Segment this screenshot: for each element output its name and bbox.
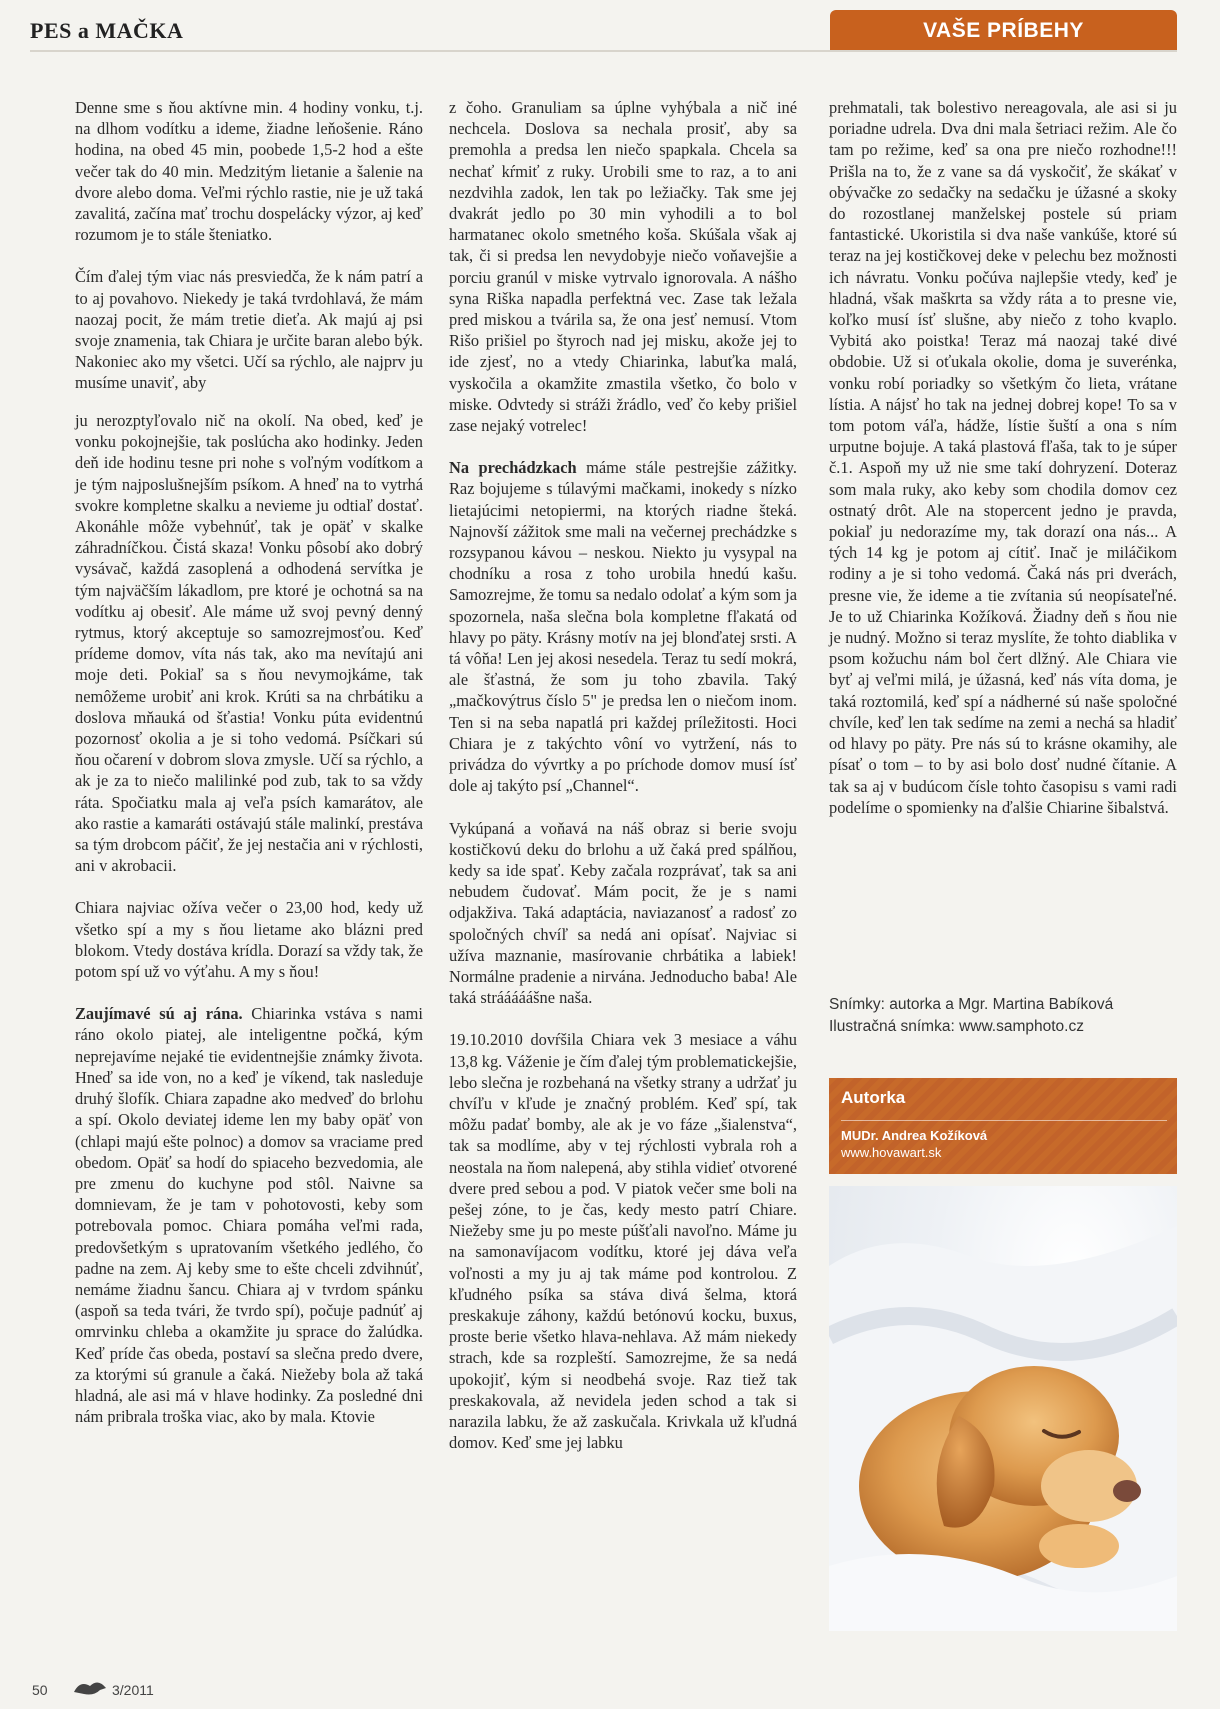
paragraph-lead: Zaujímavé sú aj rána. bbox=[75, 1004, 243, 1024]
text-column-1 bbox=[75, 97, 423, 1427]
issue-number: 3/2011 bbox=[112, 1682, 154, 1698]
author-box-divider bbox=[841, 1120, 1167, 1121]
sleeping-puppy-photo bbox=[829, 1186, 1177, 1631]
paragraph: ju nerozptyľovalo nič na okolí. Na obed, keď je vonku pokojnejšie, tak poslúcha ako hodinky. Jeden deň ide hodinu tesne pri nohe s voľným vodítkom a je tým najposlušnejším psíkom. A hneď na to vytrhá svokre kompletne skalku a nevieme ju odtiaľ dostať. Akonáhle môže vybehnúť, tak je opäť v skalke záhradníčkou. Čistá skaza! Vonku pôsobí ako dobrý vysávač, každá zasoplená a odhodená servítka je tým najväčším lákadlom, pre ktoré je ochotná sa na vodítku aj obesiť. Ale máme už svoj pevný denný rytmus, ktorý akceptuje so samozrejmosťou. Keď prídeme domov, víta nás tak, ako ma nevítajú ani moje deti. Pokiaľ sa s ňou nevymojkáme, tak nemôžeme urobiť ani krok. Krúti sa na chrbátiku a doslova mňauká od šťastia! Vonku púta evidentnú pozornosť okolia a je si toho vedomá. Psíčkari sú ňou očarení v dobrom slova zmysle. Učí sa rýchlo, a ak je za to niečo malilinké pod zub, tak to sa vždy ráta. Spočiatku mala aj veľa psích kamarátov, ale ako rastie a kamaráti ostávajú stále malinkí, prestáva sa tým drobcom páčiť, že jej nestačia ani v rýchlosti, ani v akrobacii. bbox=[75, 411, 423, 876]
text-column-3 bbox=[829, 97, 1177, 839]
paragraph bbox=[449, 457, 797, 796]
section-label: VAŠE PRÍBEHY bbox=[830, 10, 1177, 50]
credit-line: Snímky: autorka a Mgr. Martina Babíková bbox=[829, 996, 1114, 1013]
paragraph: z čoho. Granuliam sa úplne vyhýbala a nič iné nechcela. Doslova sa nechala prosiť, aby sa premohla a predsa len niečo spapkala. Chcela sa nechať kŕmiť z ruky. Urobili sme to raz, a to ani nezdvihla zadok, len tak po ležiačky. Tak sme jej dvakrát jedlo po 30 min vyhodili a to bol harmatanec okolo smetného koša. Skúšala však aj tak, či si predsa len nevydobyje niečo voňavejšie a porciu granúl v miske vytrvalo ignorovala. A nášho syna Riška napadla perfektná vec. Zase tak ležala pred miskou a tvárila sa, že ona jesť nemusí. Vtom Rišo prišiel po štyroch nad jej misku, akože jej to ide zjesť, no a vtedy Chiarinka, labuťka malá, vyskočila a okamžite zmastila všetko, čo bolo v miske. Odvtedy si stráži žrádlo, veď čo keby prišiel zase nejaký votrelec! bbox=[449, 98, 797, 436]
paragraph: Čím ďalej tým viac nás presviedča, že k nám patrí a to aj povahovo. Niekedy je taká tvrdohlavá, že mám naozaj pocit, že mám tretie dieťa. Ak majú aj psi svoje znamenia, tak Chiara je určite baran alebo býk. Nakoniec ako my všetci. Učí sa rýchlo, ale najprv ju musíme unaviť, aby bbox=[75, 267, 423, 393]
text-column-2 bbox=[449, 97, 797, 1474]
puppy-illustration bbox=[829, 1186, 1177, 1631]
page-footer bbox=[32, 1682, 154, 1698]
author-name: MUDr. Andrea Kožíková bbox=[841, 1128, 988, 1143]
magazine-logo-icon bbox=[72, 1676, 108, 1698]
page-number: 50 bbox=[32, 1682, 48, 1698]
credit-line: Ilustračná snímka: www.samphoto.cz bbox=[829, 1018, 1084, 1035]
photo-credits bbox=[829, 994, 1179, 1038]
paragraph-body: Chiarinka vstáva s nami ráno okolo piatej, ale inteligentne počká, kým neprejavíme nejaké tie evidentnejšie známky života. Hneď sa ide von, no a keď je víkend, tak nasleduje druhý šlofík. Chiara zapadne ako medveď do brlohu a spí. Okolo deviatej ideme len my baby opäť von (chlapi majú ešte polnoc) a domov sa vraciame pred obedom. Opäť sa hodí do spiaceho bezvedomia, ale pre zmenu do kuchyne pod stôl. Naivne sa domnievam, že je tam v pohotovosti, keby som potrebovala pomoc. Chiara pomáha veľmi rada, predovšetkým s upratovaním všetkého jedlého, čo padne na zem. Aj keby sme to ešte chceli zdvihnúť, nemáme žiadnu šancu. Chiara aj v tvrdom spánku (aspoň sa teda tvári, že tvrdo spí), počuje padnúť aj omrvinku chleba a okamžite ju sprace do žalúdka. Keď príde čas obeda, postaví sa slečna predo dvere, za ktorými sú granule a čaká. Niežeby bola až taká hladná, ale asi má v hlave hodinky. Za posledné dni nám pribrala troška viac, ako by mala. Ktovie bbox=[75, 1004, 423, 1427]
paragraph: prehmatali, tak bolestivo nereagovala, ale asi si ju poriadne udrela. Dva dni mala šetriaci režim. Ale čo tam po režime, keď sa ona pre niečo rozhodne!!! Prišla na to, že z vane sa dá vyskočiť, že skákať v obývačke zo sedačky na sedačku je úžasné a skoky do rozostlanej manželskej postele sú priam fantastické. Ukoristila si dva naše vankúše, ktoré sú teraz na jej kostičkovej deke v pelechu bez možnosti ich návratu. Vonku počúva najlepšie vtedy, keď je hladná, však maškrta sa vždy ráta a to presne vie, koľko musí ísť slušne, aby niečo z toho kvaplo. Vybitá ako poistka! Teraz má naozaj také divé obdobie. Už si oťukala okolie, doma je suverénka, vonku robí poriadky so všetkým čo lieta, vrátane lístia. A nájsť ho tak na jednej dobrej kope! To sa v tom potom váľa, hádže, lístie šuští a ona s ním urputne bojuje. A taká plastová fľaša, tak to je súper č.1. Aspoň my už nie sme takí dohryzení. Doteraz som mala ruky, ako keby som chodila domov cez ostnatý drôt. Ale na stopercent jedno je pravda, pokiaľ ju nedorazíme my, tak dorazí ona nás... A tých 14 kg je potom aj cítiť. Inač je miláčikom rodiny a je si toho vedomá. Čaká nás pri dverách, presne vie, že ideme a tie zvítania sú neopísateľné. Je to už Chiarinka Kožíková. Žiadny deň s ňou nie je nudný. Možno si teraz myslíte, že tohto diablika v psom kožuchu nám bol čert dlžný. Ale Chiara vie byť aj veľmi milá, je úžasná, keď nás víta doma, je taká roztomilá, keď spí a nádherné sú naše spoločné chvíle, keď len tak sedíme na zemi a nechá sa hladiť od hlavy po päty. Pre nás sú to krásne okamihy, ale písať o tom – to by asi bolo dosť nudné čítanie. A tak sa aj v budúcom čísle tohto časopisu s vami radi podelíme o spomienky na ďalšie Chiarine šibalstvá. bbox=[829, 98, 1177, 817]
magazine-title bbox=[30, 18, 183, 44]
author-box bbox=[829, 1078, 1177, 1174]
paragraph: Chiara najviac ožíva večer o 23,00 hod, kedy už všetko spí a my s ňou lietame ako blázni pred blokom. Vtedy dostáva krídla. Dorazí sa vždy tak, že potom spí už vo výťahu. A my s ňou! bbox=[75, 898, 423, 982]
author-box-title: Autorka bbox=[841, 1088, 906, 1107]
author-website: www.hovawart.sk bbox=[841, 1145, 942, 1160]
paragraph-lead: Na prechádzkach bbox=[449, 458, 577, 478]
paragraph: Denne sme s ňou aktívne min. 4 hodiny vonku, t.j. na dlhom vodítku a ideme, žiadne leňošenie. Ráno hodina, na obed 45 min, poobede 1,5-2 hod a ešte večer tak do 40 min. Medzitým lietanie a šalenie na dvore alebo doma. Veľmi rýchlo rastie, nie je už taká zavalitá, začína mať trochu dospelácky výzor, aj keď rozumom je to stále šteniatko. bbox=[75, 98, 423, 245]
paragraph: 19.10.2010 dovŕšila Chiara vek 3 mesiace a váhu 13,8 kg. Váženie je čím ďalej tým problematickejšie, lebo slečna je rozbehaná na všetky strany a udržať ju chvíľu v kľude je značný problém. Keď spí, tak môžu padať bomby, ale ak je vo fáze „šialenstva“, tak sa modlíme, aby v tej rýchlosti vybrala roh a neostala na ňom nalepená, aby stihla vidieť otvorené dvere pred sebou a pod. V piatok večer sme boli na pešej zóne, to je čas, kedy mesto patrí Chiare. Niežeby sme ju po meste púšťali navoľno. Máme ju na samonavíjacom vodítku, ktoré jej dáva veľa voľnosti a my ju aj tak máme pod kontrolou. Z kľudného psíka sa stáva divá šelma, ktorá preskakuje záhony, každú betónovú kocku, buxus, proste berie všetko hlava-nehlava. Až mám niekedy strach, kde sa rozpleští. Samozrejme, že sa nedá upokojiť, kým si neodbehá svoje. Raz tiež tak preskakovala, až nevidela jeden schod a tak si narazila labku, že až zaskučala. Krivkala už kľudná domov. Keď sme jej labku bbox=[449, 1030, 798, 1453]
magazine-name: PES a MAČKA bbox=[30, 18, 184, 43]
paragraph bbox=[75, 1003, 423, 1427]
header-divider bbox=[30, 50, 1177, 52]
paragraph-body: máme stále pestrejšie zážitky. Raz bojujeme s túlavými mačkami, inokedy s nízko lietajúcimi netopiermi, na ktorých riadne šteká. Najnovší zážitok sme mali na večernej prechádzke s rozsypanou kávou – neskou. Niekto ju vysypal na chodníku a rosa z toho urobila hnedú kašu. Samozrejme, že tomu sa nedalo odolať a kým som ja spozornela, naša slečna bola kompletne fľakatá od hlavy po päty. Krásny motív na jej blonďatej srsti. A tá vôňa! Len jej akosi nesedela. Teraz tu sedí mokrá, ale šťastná, že som ju toho zbavila. Taký „mačkovýtrus číslo 5" je predsa len o niečom inom. Ten si na seba napatlá pri každej príležitosti. Hoci Chiara je z takýchto vôní vo vytržení, nás to privádza do vývrtky a po príchode domov musí ísť dole aj takýto psí „Channel“. bbox=[449, 458, 797, 796]
paragraph: Vykúpaná a voňavá na náš obraz si berie svoju kostičkovú deku do brlohu a už čaká pred spálňou, kedy sa ide spať. Keby začala rozprávať, tak sa ani nebudem čudovať. Mám pocit, že je s nami odjakživa. Taká adaptácia, naviazanosť a radosť zo spoločných chvíľ sa nedá ani opísať. Najviac si užíva maznanie, masírovanie chrbátika a labiek! Normálne pradenie a nirvána. Jednoducho baba! Ale taká strááááášne naša. bbox=[449, 818, 797, 1008]
